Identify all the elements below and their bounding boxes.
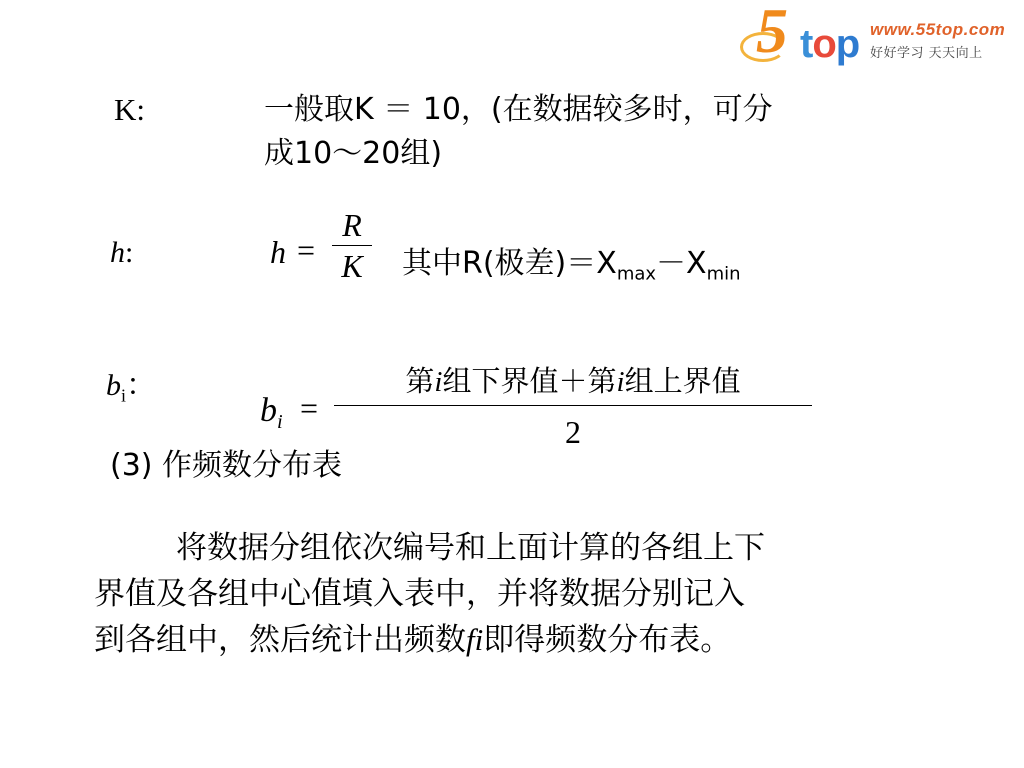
logo-slogan: 好好学习 天天向上	[870, 46, 983, 61]
b-num-part1: 第	[405, 364, 435, 398]
b-frac-num	[334, 358, 812, 405]
k-text-line2: 成10～20组)	[264, 136, 443, 171]
logo-top-text	[800, 22, 859, 67]
b-num-part3: 组上界值	[624, 364, 741, 398]
logo-letter-p: p	[835, 22, 860, 66]
h-label-colon: :	[125, 236, 134, 269]
b-label	[106, 360, 156, 404]
b-label-var: b	[106, 369, 121, 402]
b-frac-den: 2	[565, 414, 581, 450]
h-formula-lhs: h	[270, 234, 286, 270]
h-frac-den: K	[341, 248, 363, 284]
paragraph-line3-post: 即得频数分布表。	[483, 622, 732, 658]
h-desc-sub-max: max	[616, 263, 657, 285]
paragraph-line2: 界值及各组中心值填入表中，并将数据分别记入	[94, 576, 745, 612]
paragraph-line1: 将数据分组依次编号和上面计算的各组上下	[176, 530, 765, 566]
b-num-i2: i	[616, 366, 625, 398]
h-label	[110, 236, 133, 270]
h-desc-sub-min: min	[706, 263, 741, 285]
logo-letter-o: o	[812, 22, 836, 66]
h-formula-eq: =	[297, 232, 316, 268]
h-desc-prefix: 其中R(极差)＝X	[402, 246, 617, 281]
b-formula-sub: i	[277, 411, 283, 434]
site-logo	[738, 2, 1020, 74]
section3-heading: (3) 作频数分布表	[110, 448, 343, 483]
b-formula-eq: =	[300, 390, 319, 426]
h-desc-mid: －X	[656, 246, 707, 281]
b-formula-lhs	[260, 392, 283, 434]
b-fraction	[334, 358, 812, 458]
k-label: K:	[114, 92, 145, 127]
logo-letter-t: t	[800, 22, 813, 66]
paragraph-line3-var: fi	[466, 622, 484, 657]
logo-url: www.55top.com	[870, 20, 1006, 39]
b-num-part2: 组下界值＋第	[442, 364, 617, 398]
paragraph-line3	[94, 618, 731, 662]
b-label-sub: i	[121, 385, 127, 406]
h-label-var: h	[110, 236, 125, 269]
h-fraction	[332, 205, 372, 286]
k-text-line1: 一般取K ＝ 10，(在数据较多时，可分	[264, 92, 773, 127]
b-num-i1: i	[434, 366, 443, 398]
b-formula-var: b	[260, 392, 277, 429]
h-description	[402, 238, 741, 285]
paragraph-line3-pre: 到各组中，然后统计出频数	[94, 622, 466, 658]
b-label-colon: ：	[126, 368, 157, 403]
logo-five: 5	[756, 0, 784, 66]
h-frac-num: R	[342, 207, 362, 243]
